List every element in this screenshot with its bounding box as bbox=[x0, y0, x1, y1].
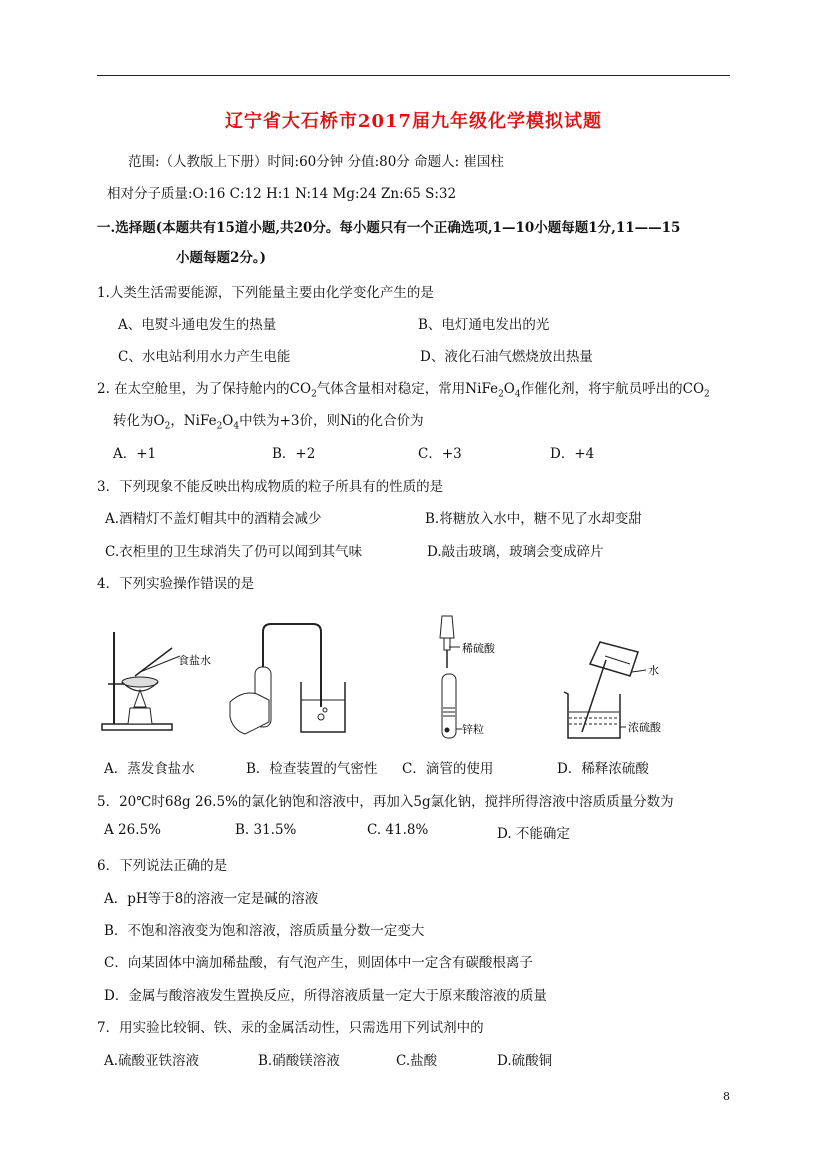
question-4-option-a: A．蒸发食盐水 bbox=[104, 761, 195, 777]
question-6-option-a: A．pH等于8的溶液一定是碱的溶液 bbox=[104, 891, 319, 907]
salt-water-label: 食盐水 bbox=[178, 654, 211, 667]
dilute-acid-label: 稀硫酸 bbox=[462, 642, 495, 655]
question-6-option-b: B．不饱和溶液变为饱和溶液，溶质质量分数一定变大 bbox=[104, 923, 425, 939]
question-5-option-b: B. 31.5% bbox=[235, 822, 297, 838]
question-2-stem: 2. 在太空舱里，为了保持舱内的$CO_2$气体含量相对稳定，常用$NiFe_2O_4$作催化剂，将宇航员呼出的$CO_2$ bbox=[97, 381, 710, 400]
evaporation-apparatus-figure bbox=[100, 612, 220, 742]
question-3-option-c: C.衣柜里的卫生球消失了仍可以闻到其气味 bbox=[105, 544, 363, 560]
question-2-option-d: D．+4 bbox=[550, 446, 595, 462]
dilution-figure bbox=[560, 612, 700, 742]
conc-acid-label: 浓硫酸 bbox=[628, 721, 661, 734]
question-4-option-b: B．检查装置的气密性 bbox=[246, 761, 378, 777]
question-4-stem: 4．下列实验操作错误的是 bbox=[97, 576, 255, 592]
question-7-option-b: B.硝酸镁溶液 bbox=[258, 1053, 340, 1069]
question-5-stem: 5．20℃时68g 26.5%的氯化钠饱和溶液中，再加入5g氯化钠，搅拌所得溶液中溶质质量分数为 bbox=[97, 794, 674, 810]
question-3-stem: 3．下列现象不能反映出构成物质的粒子所具有的性质的是 bbox=[97, 479, 444, 495]
water-label: 水 bbox=[648, 664, 659, 677]
page-title: 辽宁省大石桥市2017届九年级化学模拟试题 bbox=[224, 111, 603, 132]
exam-info: 范围:（人教版上下册）时间:60分钟 分值:80分 命题人: 崔国柱 bbox=[128, 154, 504, 170]
dropper-figure bbox=[432, 612, 542, 742]
question-2-stem-cont: 转化为$O_2$，$NiFe_2O_4$中铁为+3价，则Ni的化合价为 bbox=[113, 413, 424, 432]
question-2-option-a: A．+1 bbox=[113, 446, 157, 462]
section-heading-cont: 小题每题2分。) bbox=[176, 250, 267, 266]
question-5-option-c: C. 41.8% bbox=[367, 822, 429, 838]
question-4-option-c: C．滴管的使用 bbox=[402, 761, 494, 777]
question-1-option-c: C、水电站利用水力产生电能 bbox=[118, 349, 291, 365]
question-1-option-b: B、电灯通电发出的光 bbox=[418, 317, 550, 333]
zinc-label: 锌粒 bbox=[462, 723, 484, 736]
question-2-option-c: C．+3 bbox=[418, 446, 462, 462]
question-6-option-d: D．金属与酸溶液发生置换反应，所得溶液质量一定大于原来酸溶液的质量 bbox=[104, 988, 547, 1004]
question-4-option-d: D．稀释浓硫酸 bbox=[557, 761, 649, 777]
question-3-option-a: A.酒精灯不盖灯帽其中的酒精会减少 bbox=[105, 511, 322, 527]
question-1-option-a: A、电熨斗通电发生的热量 bbox=[118, 317, 277, 333]
question-7-stem: 7．用实验比较铜、铁、汞的金属活动性，只需选用下列试剂中的 bbox=[97, 1020, 484, 1036]
question-1-option-d: D、液化石油气燃烧放出热量 bbox=[420, 349, 593, 365]
question-3-option-d: D.敲击玻璃，玻璃会变成碎片 bbox=[427, 544, 604, 560]
section-heading: 一.选择题(本题共有15道小题,共20分。每小题只有一个正确选项,1—10小题每题1分,11——15 bbox=[97, 220, 681, 236]
question-5-option-a: A 26.5% bbox=[104, 822, 161, 838]
question-5-option-d: D. 不能确定 bbox=[497, 826, 570, 842]
question-6-stem: 6．下列说法正确的是 bbox=[97, 858, 228, 874]
airtightness-check-figure bbox=[225, 612, 355, 742]
question-6-option-c: C．向某固体中滴加稀盐酸，有气泡产生，则固体中一定含有碳酸根离子 bbox=[104, 955, 533, 971]
header-rule bbox=[97, 75, 730, 76]
atomic-masses: 相对分子质量:O:16 C:12 H:1 N:14 Mg:24 Zn:65 S:32 bbox=[107, 186, 457, 202]
question-7-option-d: D.硫酸铜 bbox=[497, 1053, 553, 1069]
question-1-stem: 1.人类生活需要能源，下列能量主要由化学变化产生的是 bbox=[97, 285, 434, 301]
question-7-option-c: C.盐酸 bbox=[396, 1053, 438, 1069]
page-number: 8 bbox=[723, 1090, 730, 1103]
question-3-option-b: B.将糖放入水中，糖不见了水却变甜 bbox=[425, 511, 642, 527]
question-7-option-a: A.硫酸亚铁溶液 bbox=[104, 1053, 200, 1069]
question-2-option-b: B．+2 bbox=[272, 446, 316, 462]
